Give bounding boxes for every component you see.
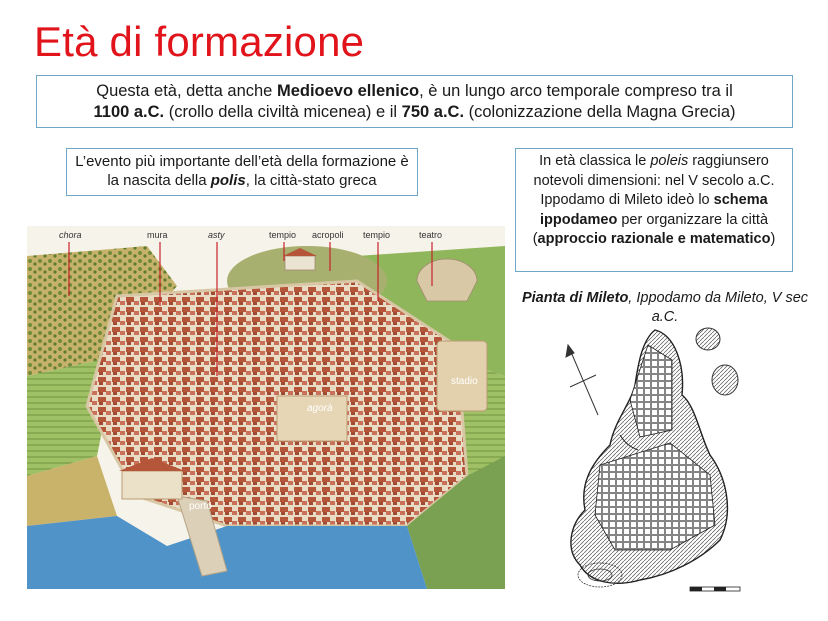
label-tempio-2: tempio	[363, 230, 391, 240]
label-tempio-1: tempio	[269, 230, 297, 240]
label-chora: chora	[59, 230, 82, 240]
label-asty: asty	[208, 230, 225, 240]
label-teatro: teatro	[419, 230, 443, 240]
intro-bold-750: 750 a.C.	[401, 103, 465, 121]
polis-box	[66, 148, 418, 196]
miletus-plan	[560, 325, 750, 597]
label-agora: agorà	[307, 403, 333, 414]
classica-text-4: )	[770, 231, 776, 247]
city-illustration	[27, 226, 505, 589]
intro-text-1: Questa età, detta anche	[96, 82, 277, 100]
page-title: Età di formazione	[34, 18, 365, 65]
classica-text-3: per organizzare la città (	[532, 211, 769, 247]
polis-text-1: L’evento più importante dell’età della formazione è la nascita della	[75, 153, 409, 189]
theatre	[417, 259, 477, 301]
caption-text: , Ippodamo da Mileto, V sec a.C.	[628, 290, 809, 325]
classica-text-2: raggiunsero notevoli dimensioni: nel V secolo a.C. Ippodamo di Mileto ideò lo	[533, 153, 775, 208]
sea	[27, 516, 427, 589]
intro-text-3: (crollo della civiltà micenea) e il	[164, 103, 402, 121]
classica-bold-schema: schema ippodameo	[539, 192, 768, 228]
intro-box	[36, 75, 793, 128]
classica-text-1: In età classica le	[539, 153, 651, 169]
label-porto: porto	[189, 501, 212, 512]
grid-north	[630, 345, 672, 437]
scale-bar	[690, 587, 740, 591]
label-mura: mura	[147, 230, 168, 240]
map-caption	[515, 289, 815, 327]
classica-italic-poleis: poleis	[650, 153, 689, 169]
label-acropoli: acropoli	[312, 230, 344, 240]
classica-bold-approccio: approccio razionale e matematico	[537, 231, 771, 247]
intro-text-4: (colonizzazione della Magna Grecia)	[464, 103, 736, 121]
intro-bold-1100: 1100 a.C.	[93, 103, 165, 121]
label-stadio: stadio	[451, 376, 478, 387]
classica-box	[515, 148, 793, 272]
polis-bold-italic: polis	[210, 172, 246, 189]
caption-bold: Pianta di Mileto	[521, 290, 629, 306]
intro-bold-medioevo: Medioevo ellenico	[276, 82, 420, 100]
island-1	[696, 328, 720, 350]
polis-text-2: , la città-stato greca	[245, 172, 377, 189]
north-arrow-icon	[566, 345, 598, 415]
intro-text-2: , è un lungo arco temporale compreso tra il	[419, 82, 733, 100]
island-2	[712, 365, 738, 395]
